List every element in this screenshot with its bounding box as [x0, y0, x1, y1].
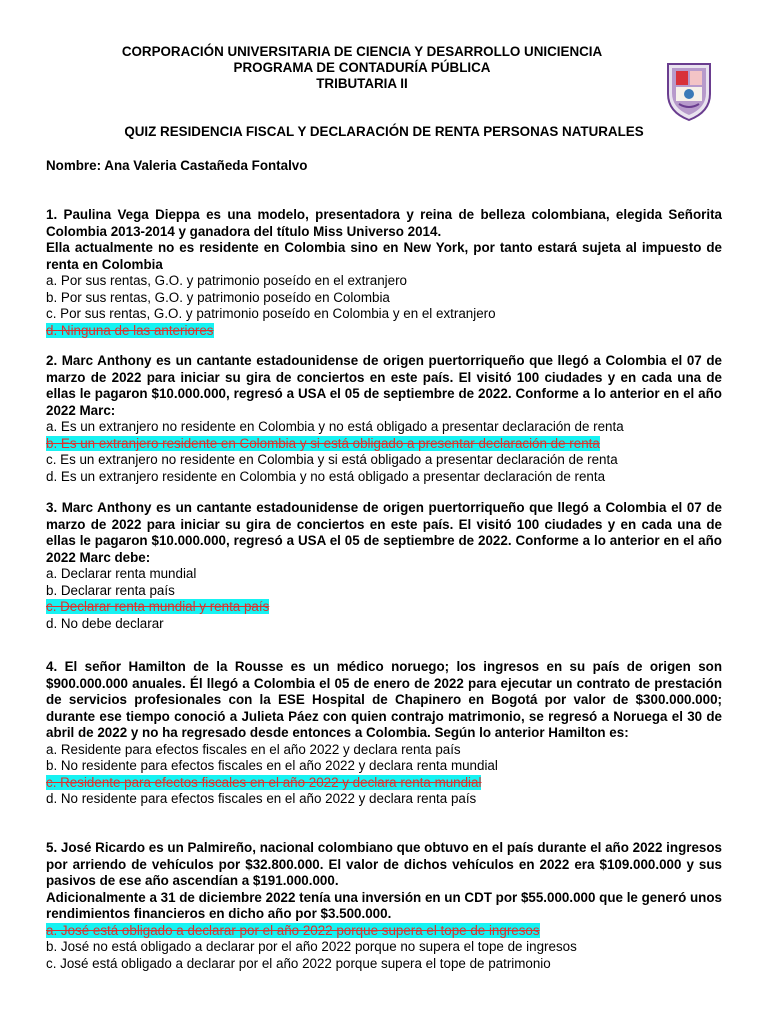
question-2: [46, 353, 722, 485]
question-1: [46, 207, 722, 339]
option-b: b. Declarar renta país: [46, 582, 175, 598]
question-stem: [46, 500, 722, 566]
option-a: a. Residente para efectos fiscales en el año 2022 y declara renta país: [46, 741, 461, 757]
stem-paragraph: 3. Marc Anthony es un cantante estadounidense de origen puertorriqueño que llegó a Colombia el 07 de marzo de 2022 para iniciar su gira de conciertos en este país. El visitó 100 ciudades y en cada una de ellas le pagaron $10.000.000, regresó a USA el 05 de septiembre de 2022. Conforme a lo anterior en el año 2022 Marc debe:: [46, 500, 722, 565]
option-a: a. Por sus rentas, G.O. y patrimonio poseído en el extranjero: [46, 273, 407, 288]
stem-paragraph: Ella actualmente no es residente en Colombia sino en New York, por tanto estará sujeta al impuesto de renta en Colombia: [46, 240, 722, 272]
option-c: [46, 599, 722, 616]
option-a: a. Es un extranjero no residente en Colombia y no está obligado a presentar declaración de renta: [46, 419, 624, 434]
question-4: [46, 659, 722, 808]
student-name: Nombre: Ana Valeria Castañeda Fontalvo: [46, 158, 308, 173]
selected-answer-highlight: c. Residente para efectos fiscales en el año 2022 y declara renta mundial: [46, 774, 482, 790]
option-text: Ninguna de las anteriores: [57, 322, 214, 338]
selected-answer-highlight: a. José está obligado a declarar por el año 2022 porque supera el tope de ingresos: [46, 922, 540, 938]
option-d: d. No residente para efectos fiscales en el año 2022 y declara renta país: [46, 791, 477, 806]
option-c: c. Por sus rentas, G.O. y patrimonio poseído en Colombia y en el extranjero: [46, 306, 496, 321]
option-d: [46, 323, 722, 340]
option-d: d. Es un extranjero residente en Colombia y no está obligado a presentar declaración de renta: [46, 468, 606, 484]
option-b: b. No residente para efectos fiscales en el año 2022 y declara renta mundial: [46, 758, 498, 773]
option-c: [46, 775, 722, 792]
option-letter: d.: [46, 322, 58, 338]
quiz-title: QUIZ RESIDENCIA FISCAL Y DECLARACIÓN DE RENTA PERSONAS NATURALES: [124, 124, 644, 139]
option-c: c. José está obligado a declarar por el año 2022 porque supera el tope de patrimonio: [46, 955, 551, 971]
stem-paragraph: Adicionalmente a 31 de diciembre 2022 tenía una inversión en un CDT por $55.000.000 que le generó unos rendimientos financieros en dicho año por $3.500.000.: [46, 889, 722, 921]
stem-paragraph: 2. Marc Anthony es un cantante estadounidense de origen puertorriqueño que llegó a Colombia el 07 de marzo de 2022 para iniciar su gira de conciertos en este país. El visitó 100 ciudades y en cada una de ellas le pagaron $10.000.000, regresó a USA el 05 de septiembre de 2022. Conforme a lo anterior en el año 2022 Marc:: [46, 353, 722, 418]
question-5: [46, 840, 722, 972]
option-c: c. Es un extranjero no residente en Colombia y si está obligado a presentar declaración de renta: [46, 452, 618, 467]
option-d: d. No debe declarar: [46, 615, 164, 631]
stem-paragraph: 4. El señor Hamilton de la Rousse es un médico noruego; los ingresos en su país de origen son $900.000.000 anuales. Él llegó a Colombia el 05 de enero de 2022 para ejecutar un contrato de prestación de servicios profesionales con la ESE Hospital de Chapinero en Bogotá por valor de $300.000.000; durante ese tiempo conoció a Julieta Páez con quien contrajo matrimonio, se regresó a Noruega el 30 de abril de 2022 y no ha regresado desde entonces a Colombia. Según lo anterior Hamilton es:: [46, 659, 722, 740]
selected-answer-highlight: [46, 323, 214, 338]
program-name: PROGRAMA DE CONTADURÍA PÚBLICA: [233, 60, 491, 75]
option-a: a. Declarar renta mundial: [46, 566, 197, 581]
course-name: TRIBUTARIA II: [316, 76, 408, 91]
option-b: [46, 436, 722, 453]
question-stem: [46, 207, 722, 273]
question-stem: [46, 353, 722, 419]
university-crest-logo-icon: [664, 60, 714, 122]
institution-name: CORPORACIÓN UNIVERSITARIA DE CIENCIA Y DESARROLLO UNICIENCIA: [121, 44, 603, 59]
option-a: [46, 923, 722, 940]
question-3: [46, 500, 722, 632]
document-header: [46, 44, 678, 92]
selected-answer-highlight: b. Es un extranjero residente en Colombia y si está obligado a presentar declaración de renta: [46, 435, 600, 451]
option-b: b. José no está obligado a declarar por el año 2022 porque no supera el tope de ingresos: [46, 939, 577, 954]
option-b: b. Por sus rentas, G.O. y patrimonio poseído en Colombia: [46, 289, 390, 305]
question-stem: [46, 840, 722, 923]
question-stem: [46, 659, 722, 742]
stem-paragraph: 5. José Ricardo es un Palmireño, nacional colombiano que obtuvo en el país durante el año 2022 ingresos por arriendo de vehículos por $32.800.000. El valor de dichos vehículos en 2022 era $109.000.000 y sus pasivos de ese año ascendían a $191.000.000.: [46, 840, 722, 888]
selected-answer-highlight: c. Declarar renta mundial y renta país: [46, 599, 270, 614]
stem-paragraph: 1. Paulina Vega Dieppa es una modelo, presentadora y reina de belleza colombiana, elegida Señorita Colombia 2013-2014 y ganadora del título Miss Universo 2014.: [46, 207, 722, 239]
